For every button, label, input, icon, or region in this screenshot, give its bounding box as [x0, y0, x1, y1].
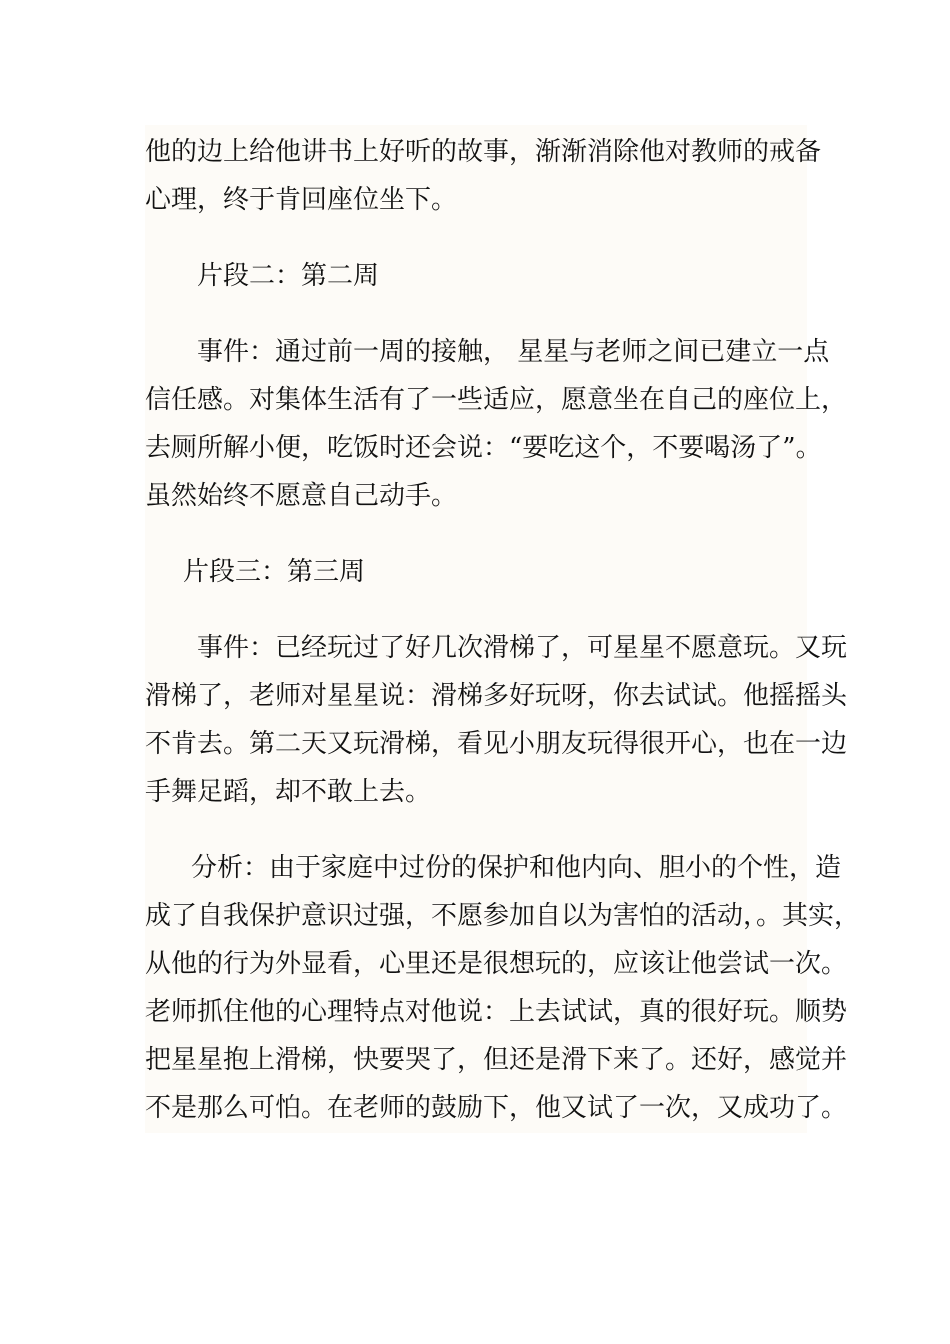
paragraph-1	[145, 128, 835, 224]
paragraph-4	[145, 844, 861, 1132]
text-line: 不是那么可怕。在老师的鼓励下，他又试了一次，又成功了。	[145, 1093, 848, 1123]
text-line: 虽然始终不愿意自己动手。	[145, 481, 458, 511]
spacer	[145, 300, 835, 328]
spacer	[145, 816, 835, 844]
spacer	[145, 596, 835, 624]
text-line: 手舞足蹈，却不敢上去。	[145, 777, 432, 807]
text-line: 分析：由于家庭中过份的保护和他内向、胆小的个性，造	[191, 853, 842, 883]
text-line: 信任感。对集体生活有了一些适应，愿意坐在自己的座位上，	[145, 385, 848, 415]
text-line: 不肯去。第二天又玩滑梯，看见小朋友玩得很开心，也在一边	[145, 729, 848, 759]
paragraph-3	[145, 624, 848, 816]
text-line: 从他的行为外显看，心里还是很想玩的，应该让他尝试一次。	[145, 949, 848, 979]
heading-text: 片段二：第二周	[197, 261, 380, 291]
text-line: 把星星抱上滑梯，快要哭了，但还是滑下来了。还好，感觉并	[145, 1045, 848, 1075]
text-line: 他的边上给他讲书上好听的故事，渐渐消除他对教师的戒备	[145, 137, 822, 167]
text-line: 心理，终于肯回座位坐下。	[145, 185, 458, 215]
paragraph-2	[145, 328, 848, 520]
document-body	[145, 128, 861, 1132]
section-heading-2	[145, 252, 835, 300]
text-line: 事件：已经玩过了好几次滑梯了，可星星不愿意玩。又玩	[197, 633, 848, 663]
text-line: 老师抓住他的心理特点对他说：上去试试，真的很好玩。顺势	[145, 997, 848, 1027]
text-line: 去厕所解小便，吃饭时还会说：“要吃这个，不要喝汤了”。	[145, 433, 822, 463]
text-line: 滑梯了，老师对星星说：滑梯多好玩呀，你去试试。他摇摇头	[145, 681, 848, 711]
text-line: 成了自我保护意识过强，不愿参加自以为害怕的活动，。其实，	[145, 901, 861, 931]
text-line: 事件：通过前一周的接触， 星星与老师之间已建立一点	[197, 337, 830, 367]
spacer	[145, 224, 835, 252]
section-heading-3	[145, 548, 835, 596]
spacer	[145, 520, 835, 548]
heading-text: 片段三：第三周	[183, 557, 366, 587]
